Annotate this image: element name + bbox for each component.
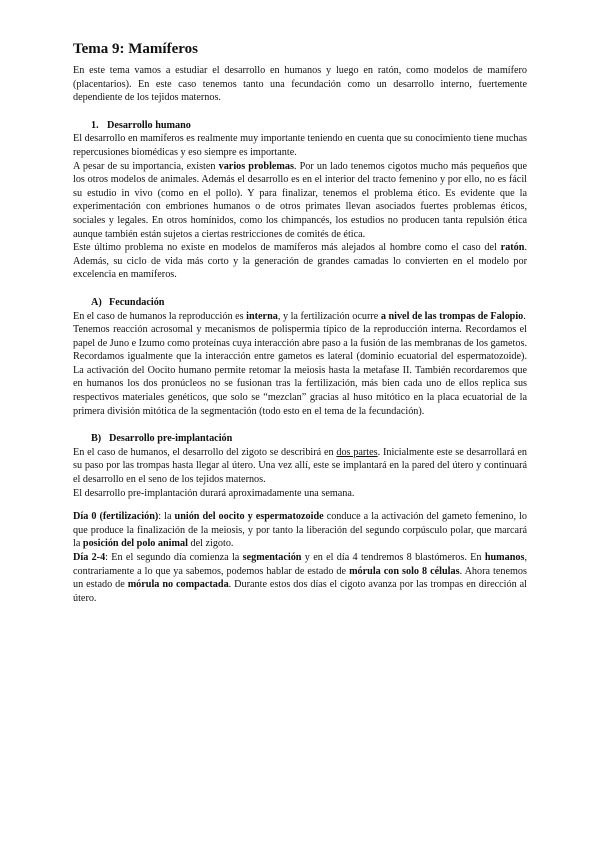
day2-4-paragraph: Día 2-4: En el segundo día comienza la segmentación y en el día 4 tendremos 8 blastómeros. En humanos, contrariamente a lo que ya sabemos, podemos hablar de estado de mórula con solo 8 células. Ahora tenemos un estado de mórula no compactada. Durante estos dos días el cigoto avanza por las trompas en dirección al útero.: [73, 552, 527, 604]
subsection-label: B): [91, 433, 102, 445]
page-title: Tema 9: Mamíferos: [73, 41, 198, 57]
section-number: 1.: [91, 119, 99, 131]
preimplantacion-paragraph-2: El desarrollo pre-implantación durará aproximadamente una semana.: [73, 487, 355, 499]
subsection-label: A): [91, 296, 102, 308]
section1-paragraph-1: El desarrollo en mamíferos es realmente muy importante teniendo en cuenta que su conocimiento tiene muchas repercusiones biomédicas y eso siempre es importante.: [73, 133, 527, 158]
subsection-heading-preimplantacion: [73, 432, 527, 446]
section-heading-desarrollo-humano: [73, 119, 527, 133]
section-heading-text: Desarrollo humano: [107, 119, 191, 131]
document-content: [73, 40, 527, 605]
section1-paragraph-2: A pesar de su importancia, existen varios problemas. Por un lado tenemos cigotos mucho más pequeños que los otros modelos de animales. Además el desarrollo es en el interior del tracto femenino y por ello, no es fácil su estudio in vivo (como en el pollo). Y para finalizar, tenemos el problema ético. Es evidente que la experimentación con embriones humanos o de otros primates llevan asociados fuertes problemas éticos, sociales y legales. En otros homínidos, como los chimpancés, los estudios no producen tanta repulsión ética aunque también están sujetos a ciertas restricciones de comités de ética.: [73, 160, 527, 240]
subsection-heading-fecundacion: [73, 296, 527, 310]
day0-paragraph: Día 0 (fertilización): la unión del oocito y espermatozoide conduce a la activación del gameto femenino, lo que produce la finalización de la meiosis, y por tanto la liberación del segundo corpúsculo polar, que marcará la posición del polo animal del zigoto.: [73, 511, 527, 550]
subsection-heading-text: Desarrollo pre-implantación: [109, 433, 233, 445]
preimplantacion-paragraph-1: En el caso de humanos, el desarrollo del zigoto se describirá en dos partes. Inicialmente este se desarrollará en su paso por las trompas hasta llegar al útero. Una vez allí, este se implantará en la pared del útero y continuará el desarrollo en el seno de los tejidos maternos.: [73, 446, 528, 486]
fecundacion-paragraph-1: En el caso de humanos la reproducción es interna, y la fertilización ocurre a nivel de las trompas de Falopio.: [73, 310, 526, 322]
fecundacion-paragraph-2: Tenemos reacción acrosomal y mecanismos de polispermia típico de la reproducción interna. Recordamos el papel de Juno e Izumo como proteínas cuya interacción abre paso a la fusión de las membranas de los gametos. Recordamos igualmente que la interacción entre gametos es lateral (dominio ecuatorial del espermatozoide). La activación del Oocito humano permite retomar la meiosis hasta la metafase II. También recordaremos que en humanos los dos pronúcleos no se fusionan tras la fertilización, más bien cada uno de ellos replica sus respectivos materiales genéticos, que solo se “mezclan” gracias al huso mitótico en la placa ecuatorial de la primera división mitótica de la segmentación (todo esto en el tema de la fecundación).: [73, 324, 527, 417]
section1-paragraph-3: Este último problema no existe en modelos de mamíferos más alejados al hombre como el caso del ratón. Además, su ciclo de vida más corto y la generación de grandes camadas lo convierten en el modelo por excelencia en mamíferos.: [73, 242, 527, 281]
intro-paragraph: En este tema vamos a estudiar el desarrollo en humanos y luego en ratón, como modelos de mamífero (placentarios). En este caso tenemos tanto una fecundación como un desarrollo interno, fuertemente dependiente de los tejidos maternos.: [73, 65, 527, 104]
subsection-heading-text: Fecundación: [109, 296, 165, 308]
